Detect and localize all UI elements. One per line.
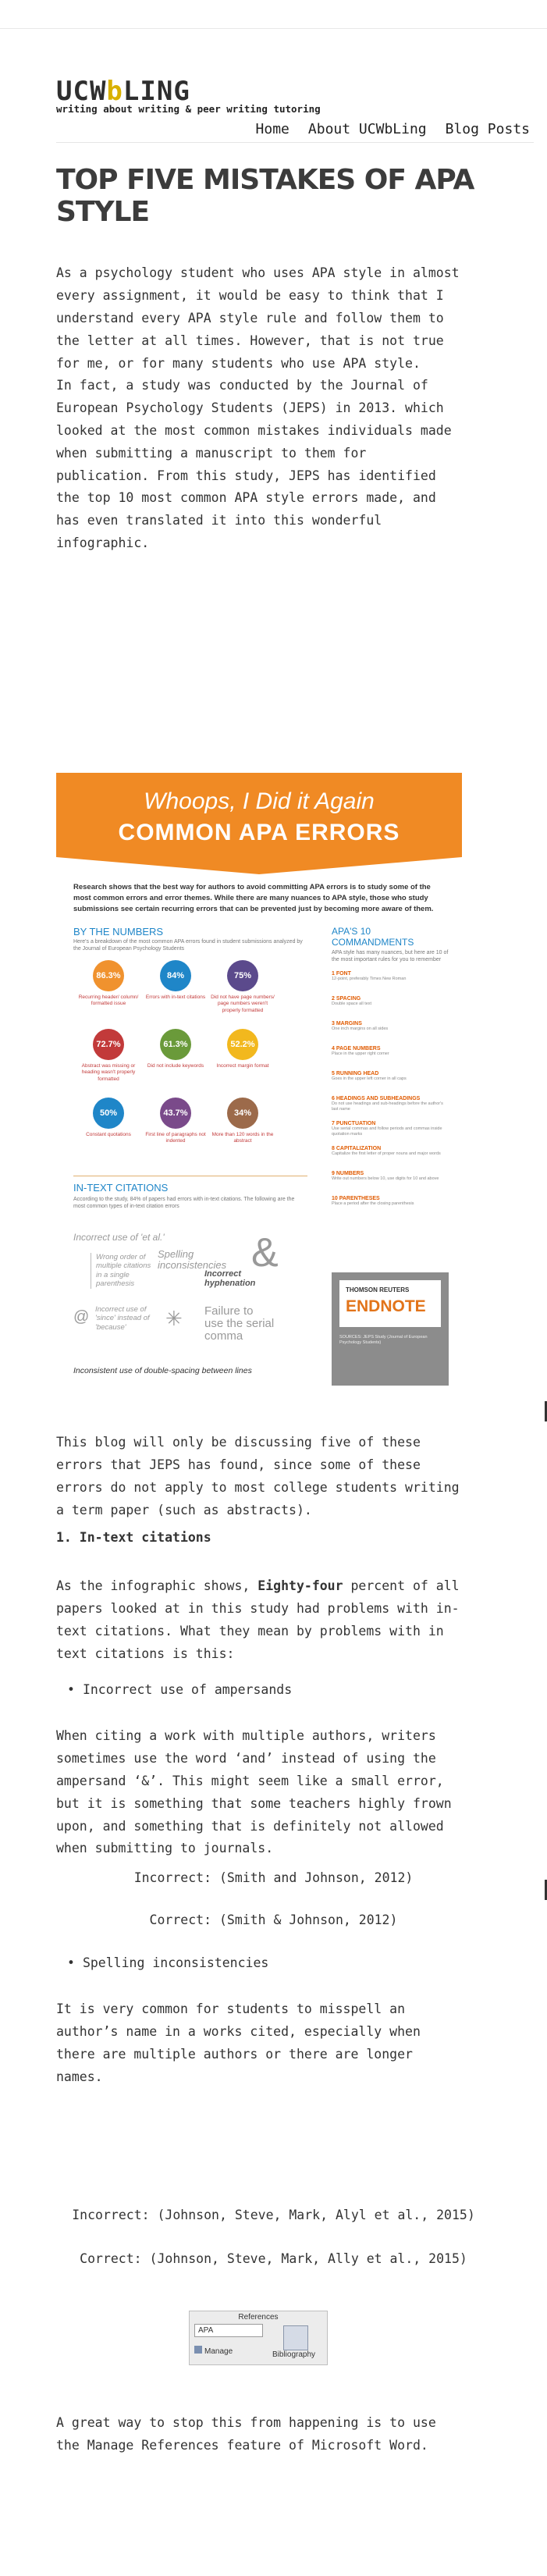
manage-button[interactable]: Manage [194, 2346, 233, 2356]
note-serial-comma: Failure to use the serial comma [204, 1304, 275, 1343]
commandment-desc: Goes in the upper left corner in all caps [332, 1076, 407, 1081]
stat-circle: 50% [93, 1098, 124, 1129]
endnote-brand: THOMSON REUTERS [346, 1286, 410, 1293]
stat-circle: 52.2% [227, 1029, 258, 1060]
note-since: Incorrect use of 'since' instead of 'because' [95, 1305, 150, 1332]
infographic-subtitle: Whoops, I Did it Again [144, 788, 375, 814]
correct-example-2: Correct: (Johnson, Steve, Mark, Ally et al., 2015) [80, 2251, 467, 2266]
nav-about[interactable]: About UCWbLing [307, 121, 427, 137]
endnote-logo-box [339, 1280, 441, 1327]
stat-circle: 84% [160, 960, 191, 991]
manage-icon [194, 2346, 202, 2354]
top-rule [0, 28, 547, 29]
commandment-item [332, 996, 449, 1007]
endnote-source: SOURCES: JEPS Study (Journal of European Psychology Students) [339, 1335, 428, 1346]
references-tab[interactable]: References [238, 2313, 279, 2322]
note-et-al: Incorrect use of 'et al.' [73, 1232, 165, 1243]
stat-circle: 34% [227, 1098, 258, 1129]
note-spelling: Spelling inconsistencies [158, 1248, 227, 1271]
section-1-heading: 1. In-text citations [56, 1530, 211, 1545]
commandment-desc: One inch margins on all sides [332, 1026, 389, 1031]
ampersand-glyph: & [251, 1230, 279, 1276]
bullet-spelling: • Spelling inconsistencies [67, 1955, 268, 1970]
at-glyph: @ [73, 1308, 90, 1325]
site-logo[interactable]: UCWbLING [56, 76, 190, 107]
commandment-item [332, 1146, 449, 1157]
commandment-desc: Double space all text [332, 1002, 372, 1006]
intro-paragraph-2: In fact, a study was conducted by the Journal of European Psychology Students (JEPS) in 2013. which looked at the most common mistakes individuals made when submitting a manuscript to them for publication. From this study, JEPS has identified the top 10 most common APA style errors made, and has even translated it into this wonderful infographic. [56, 378, 452, 551]
nav-home[interactable]: Home [255, 121, 289, 137]
infographic-intro: Research shows that the best way for authors to avoid committing APA errors is to study some of the most common errors and error themes. While there are many nuances to APA style, those who study submissions see certain recurring errors that can be prevented just by becoming more aware of them. [73, 883, 434, 913]
word-references-widget [189, 2311, 328, 2365]
commandment-item [332, 1071, 449, 1082]
commandment-title: 5 RUNNING HEAD [332, 1071, 379, 1076]
stat-label: Constant quotations [86, 1132, 131, 1137]
commandment-desc: 12-point, preferably Times New Roman [332, 977, 407, 981]
stat-circle: 61.3% [160, 1029, 191, 1060]
incorrect-example-2: Incorrect: (Johnson, Steve, Mark, Alyl et al., 2015) [72, 2208, 475, 2222]
bibliography-button[interactable]: Bibliography [272, 2350, 316, 2359]
intext-heading: IN-TEXT CITATIONS [73, 1182, 169, 1194]
post-title: TOP FIVE MISTAKES OF APA STYLE [56, 164, 474, 228]
header-divider [56, 142, 534, 143]
eighty-four-emphasis: Eighty-four [258, 1578, 343, 1593]
commandment-item [332, 1196, 449, 1207]
main-nav [256, 121, 530, 137]
citation-style-select[interactable]: APA [194, 2324, 263, 2337]
intext-sub: According to the study, 84% of papers had errors with in-text citations. The following are the most common types of in-text citation errors [73, 1197, 295, 1210]
commandment-item [332, 1046, 449, 1057]
nav-blog-posts[interactable]: Blog Posts [445, 121, 530, 137]
commandment-item [332, 1121, 449, 1137]
stat-circle: 72.7% [93, 1029, 124, 1060]
stat-circle: 75% [227, 960, 258, 991]
stat-label: Abstract was missing or heading wasn't properly formatted [81, 1063, 136, 1082]
commandment-desc: Write out numbers below 10, use digits for 10 and above [332, 1176, 439, 1181]
banner-notch [56, 857, 462, 874]
stat-label: Incorrect margin format [216, 1063, 269, 1069]
stat-label: Did not have page numbers/ page numbers weren't properly formatted [211, 994, 275, 1013]
stat-label: Errors with in-text citations [145, 994, 206, 1000]
commandment-title: 4 PAGE NUMBERS [332, 1046, 381, 1051]
apa-errors-infographic [56, 773, 462, 1405]
commandments-heading: APA'S 10 COMMANDMENTS [332, 926, 414, 948]
stat-label: First line of paragraphs not indented [145, 1132, 206, 1144]
note-double-spacing: Inconsistent use of double-spacing between lines [73, 1366, 252, 1375]
commandment-title: 6 HEADINGS AND SUBHEADINGS [332, 1096, 421, 1101]
commandment-title: 2 SPACING [332, 996, 361, 1002]
commandment-title: 9 NUMBERS [332, 1171, 364, 1176]
correct-example-1: Correct: (Smith & Johnson, 2012) [149, 1912, 398, 1927]
stat-label: Recurring header/ column/ formatted issue [78, 994, 139, 1007]
commandment-title: 1 FONT [332, 971, 351, 977]
bibliography-icon [283, 2325, 308, 2350]
commandments-sub: APA style has many nuances, but here are 10 of the most important rules for you to remember [332, 950, 449, 963]
infographic-title: COMMON APA ERRORS [118, 820, 400, 845]
site-tagline: writing about writing & peer writing tutoring [56, 103, 321, 115]
note-order: Wrong order of multiple citations in a single parenthesis [91, 1253, 158, 1289]
stat-label: More than 120 words in the abstract [211, 1132, 274, 1144]
commandment-title: 3 MARGINS [332, 1021, 362, 1026]
commandment-title: 10 PARENTHESES [332, 1196, 380, 1201]
spelling-paragraph: It is very common for students to misspell an author’s name in a works cited, especially when there are multiple authors or there are longer names. [56, 2001, 421, 2084]
commandment-item [332, 1021, 449, 1032]
final-paragraph: A great way to stop this from happening is to use the Manage References feature of Microsoft Word. [56, 2415, 436, 2453]
commandment-desc: Place a period after the closing parenthesis [332, 1201, 414, 1206]
commandment-item [332, 1171, 449, 1182]
commandment-desc: Use serial commas and follow periods and commas inside quotation marks [332, 1126, 442, 1137]
bullet-ampersands: • Incorrect use of ampersands [67, 1682, 292, 1697]
commandment-desc: Capitalize the first letter of proper nouns and major words [332, 1151, 441, 1156]
intro-paragraph-1: As a psychology student who uses APA style in almost every assignment, it would be easy to think that I understand every APA style rule and follow them to the letter at all times. However, that is not true for me, or for many students who use APA style. [56, 265, 460, 371]
infographic-banner [56, 773, 462, 857]
commandment-desc: Place in the upper right corner [332, 1051, 389, 1056]
note-hyphenation: Incorrect hyphenation [204, 1269, 256, 1288]
commandment-desc: Do not use headings and sub-headings before the author's last name [332, 1101, 443, 1112]
incorrect-example-1: Incorrect: (Smith and Johnson, 2012) [133, 1870, 414, 1885]
commandment-title: 7 PUNCTUATION [332, 1121, 376, 1126]
stat-circle: 86.3% [93, 960, 124, 991]
commandment-item [332, 1096, 449, 1112]
by-numbers-heading: BY THE NUMBERS [73, 926, 164, 938]
ampersand-paragraph: When citing a work with multiple authors, writers sometimes use the word ‘and’ instead of using the ampersand ‘&’. This might seem like a small error, but it is something that some teachers highly frown upon, and something that is definitely not allowed when submitting to journals. [56, 1728, 452, 1856]
stat-circle: 43.7% [160, 1098, 191, 1129]
by-numbers-sub: Here's a breakdown of the most common APA errors found in student submissions analyzed by the Journal of European Psychology Students [73, 939, 303, 952]
commandment-title: 8 CAPITALIZATION [332, 1146, 382, 1151]
endnote-panel [332, 1272, 449, 1386]
after-infographic-paragraph: This blog will only be discussing five of these errors that JEPS has found, since some of these errors do not apply to most college students writing a term paper (such as abstracts). [56, 1435, 460, 1517]
stat-label: Did not include keywords [147, 1063, 204, 1069]
section-1-paragraph: As the infographic shows, Eighty-four percent of all papers looked at in this study had problems with in-text citations. What they mean by problems with in text citations is this: [56, 1578, 460, 1661]
commandment-item [332, 971, 449, 982]
asterisk-glyph: ✳ [165, 1307, 183, 1330]
endnote-name: ENDNOTE [346, 1297, 426, 1315]
